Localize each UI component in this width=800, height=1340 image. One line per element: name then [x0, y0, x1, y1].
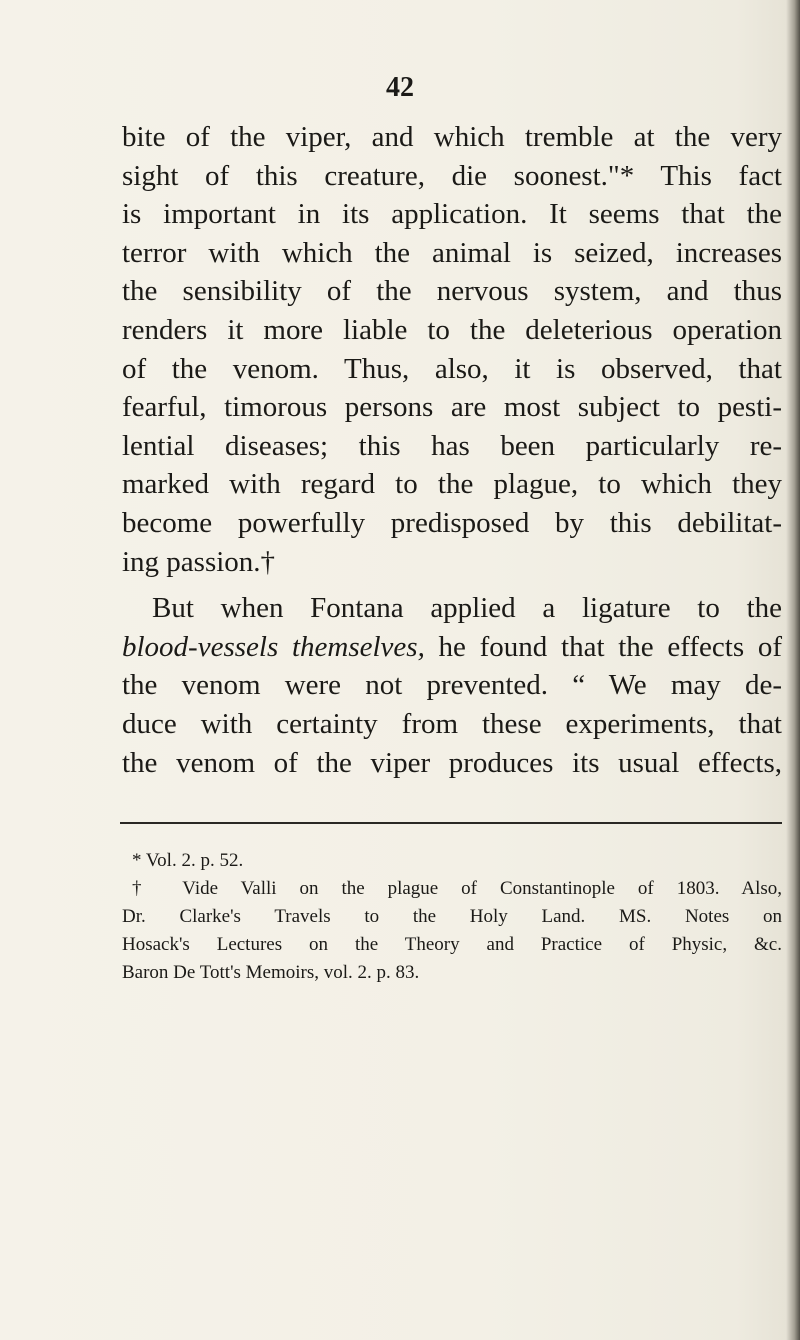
footnote-line: Baron De Tott's Memoirs, vol. 2. p. 83.: [122, 962, 420, 983]
text-line: become powerfully predisposed by this debilitat-: [122, 506, 782, 539]
text-line: ing passion.†: [122, 545, 276, 578]
text-line: fearful, timorous persons are most subject to pesti-: [122, 391, 782, 424]
paragraph-gap: [122, 581, 782, 589]
text-line: marked with regard to the plague, to which they: [122, 468, 782, 501]
footnote-2: [122, 875, 782, 987]
paragraph-1: [122, 118, 782, 581]
text-line: terror with which the animal is seized, increases: [122, 236, 782, 269]
paragraph-2: [122, 589, 782, 782]
text-line: the venom of the viper produces its usual effects,: [122, 746, 782, 779]
text-line: is important in its application. It seems that the: [122, 198, 782, 231]
italic-phrase: blood-vessels themselves,: [122, 630, 425, 663]
page-number: 42: [386, 72, 414, 103]
text-line: renders it more liable to the deleterious operation: [122, 313, 782, 346]
text-line: sight of this creature, die soonest."* This fact: [122, 159, 782, 192]
footnote-1: * Vol. 2. p. 52.: [132, 850, 244, 871]
text-line: duce with certainty from these experiments, that: [122, 707, 782, 740]
text-line: the venom were not prevented. “ We may de-: [122, 669, 782, 702]
footnote-line: Hosack's Lectures on the Theory and Practice of Physic, &c.: [122, 934, 782, 955]
text-line: bite of the viper, and which tremble at the very: [122, 121, 782, 153]
footnotes: [122, 847, 782, 987]
text-line: lential diseases; this has been particularly re-: [122, 429, 782, 462]
text-line: But when Fontana applied a ligature to the: [152, 592, 782, 625]
footnote-line: Dr. Clarke's Travels to the Holy Land. MS. Notes on: [122, 906, 782, 927]
text-line: the sensibility of the nervous system, and thus: [122, 275, 782, 308]
footnote-rule: [120, 822, 782, 824]
body-text: [122, 118, 782, 782]
footnote-line: † Vide Valli on the plague of Constantinople of 1803. Also,: [132, 878, 782, 899]
page-edge-shadow: [786, 0, 800, 1340]
text-fragment: he found that the effects of: [424, 630, 782, 663]
text-line: of the venom. Thus, also, it is observed, that: [122, 352, 782, 385]
text-line: [122, 628, 782, 667]
